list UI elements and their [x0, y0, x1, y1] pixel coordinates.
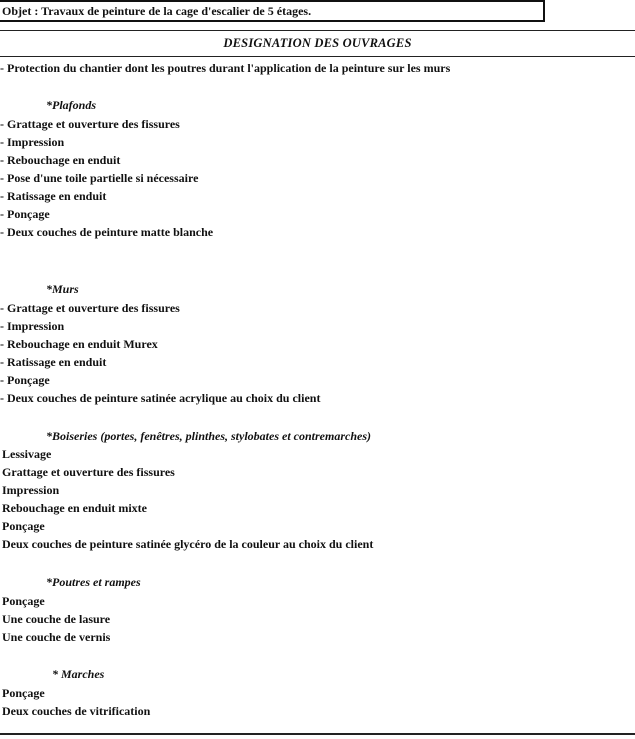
designation-title: DESIGNATION DES OUVRAGES	[223, 36, 412, 50]
list-item: Lessivage	[2, 447, 52, 461]
list-item: Ponçage	[2, 594, 45, 608]
list-item: - Deux couches de peinture satinée acrylique au choix du client	[0, 391, 321, 405]
list-item: - Impression	[0, 135, 65, 149]
list-item: - Impression	[0, 319, 65, 333]
list-item: Une couche de vernis	[2, 630, 111, 644]
list-item: - Deux couches de peinture matte blanche	[0, 225, 214, 239]
divider-bottom	[0, 733, 635, 735]
divider-under-title	[0, 56, 635, 57]
list-item: Impression	[2, 483, 60, 497]
list-item: - Ratissage en enduit	[0, 189, 107, 203]
section-heading-marches: * Marches	[52, 667, 105, 681]
divider-top	[0, 30, 635, 31]
list-item: - Rebouchage en enduit	[0, 153, 121, 167]
list-item: Grattage et ouverture des fissures	[2, 465, 175, 479]
list-item: - Rebouchage en enduit Murex	[0, 337, 158, 351]
section-heading-plafonds: *Plafonds	[46, 98, 97, 112]
list-item: Deux couches de vitrification	[2, 704, 151, 718]
list-item: Rebouchage en enduit mixte	[2, 501, 147, 515]
section-heading-boiseries: *Boiseries (portes, fenêtres, plinthes, stylobates et contremarches)	[46, 429, 371, 443]
section-heading-murs: *Murs	[46, 282, 79, 296]
list-item: Une couche de lasure	[2, 612, 111, 626]
list-item: - Grattage et ouverture des fissures	[0, 301, 180, 315]
intro-line: - Protection du chantier dont les poutres durant l'application de la peinture sur les murs	[0, 61, 451, 75]
list-item: - Grattage et ouverture des fissures	[0, 117, 180, 131]
list-item: Ponçage	[2, 519, 45, 533]
list-item: - Ponçage	[0, 207, 50, 221]
objet-header: Objet : Travaux de peinture de la cage d'escalier de 5 étages.	[0, 0, 545, 22]
list-item: Ponçage	[2, 686, 45, 700]
list-item: - Ponçage	[0, 373, 50, 387]
section-heading-poutres: *Poutres et rampes	[46, 575, 141, 589]
list-item: Deux couches de peinture satinée glycéro de la couleur au choix du client	[2, 537, 374, 551]
list-item: - Pose d'une toile partielle si nécessaire	[0, 171, 199, 185]
list-item: - Ratissage en enduit	[0, 355, 107, 369]
